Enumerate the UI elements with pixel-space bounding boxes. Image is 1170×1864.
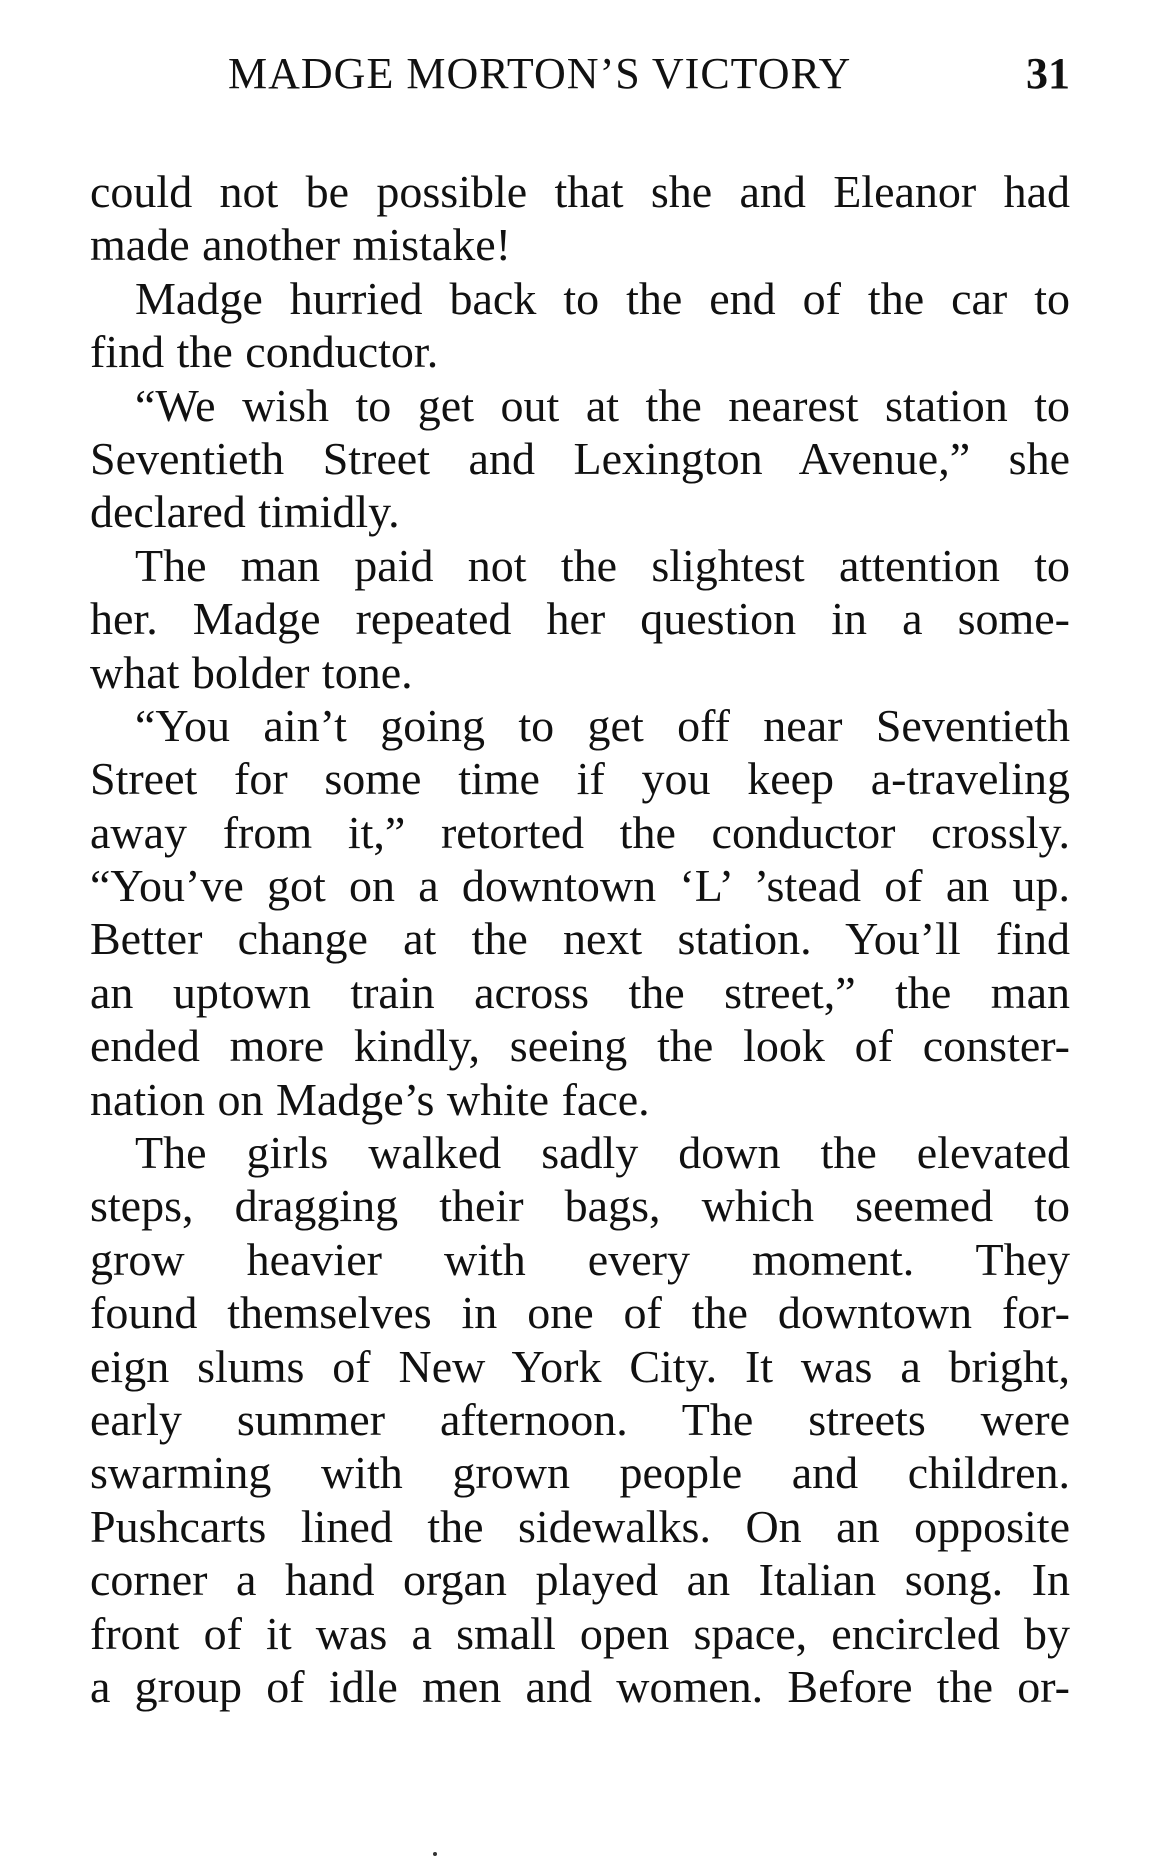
text-line: her. Madge repeated her question in a some- [90,593,1070,645]
page-number: 31 [1026,49,1070,98]
text-line: what bolder tone. [90,646,413,698]
text-line: “You ain’t going to get off near Seventieth [135,699,1070,751]
text-line: The girls walked sadly down the elevated [135,1127,1070,1179]
text-line: Street for some time if you keep a-traveling [90,753,1070,805]
text-line: grow heavier with every moment. They [90,1233,1070,1285]
text-line: steps, dragging their bags, which seemed to [90,1180,1070,1232]
ink-speck [433,1852,437,1856]
text-line: corner a hand organ played an Italian song. In [90,1554,1070,1606]
running-head [90,48,1070,108]
text-line: an uptown train across the street,” the man [90,966,1070,1018]
text-line: “We wish to get out at the nearest station to [135,379,1070,431]
text-line: front of it was a small open space, encircled by [90,1607,1070,1659]
text-line: Seventieth Street and Lexington Avenue,” she [90,432,1070,484]
text-line: find the conductor. [90,326,439,378]
text-line: Better change at the next station. You’ll find [90,913,1070,965]
text-line: eign slums of New York City. It was a bright, [90,1340,1070,1392]
text-line: Madge hurried back to the end of the car to [135,272,1070,324]
text-line: declared timidly. [90,486,400,538]
text-line: could not be possible that she and Eleanor had [90,166,1070,217]
text-line: early summer afternoon. The streets were [90,1393,1070,1445]
text-line: Pushcarts lined the sidewalks. On an opposite [90,1500,1070,1552]
text-line: “You’ve got on a downtown ‘L’ ’stead of an up. [90,860,1070,912]
body-text [90,165,1070,1713]
text-line: nation on Madge’s white face. [90,1073,650,1125]
text-line: The man paid not the slightest attention to [135,539,1070,591]
text-line: made another mistake! [90,219,511,271]
text-line: a group of idle men and women. Before the or- [90,1660,1070,1712]
text-line: swarming with grown people and children. [90,1447,1070,1499]
text-line: ended more kindly, seeing the look of conster- [90,1020,1070,1072]
running-title: MADGE MORTON’S VICTORY [228,49,852,98]
text-line: away from it,” retorted the conductor crossly. [90,806,1070,858]
text-line: found themselves in one of the downtown for- [90,1287,1070,1339]
